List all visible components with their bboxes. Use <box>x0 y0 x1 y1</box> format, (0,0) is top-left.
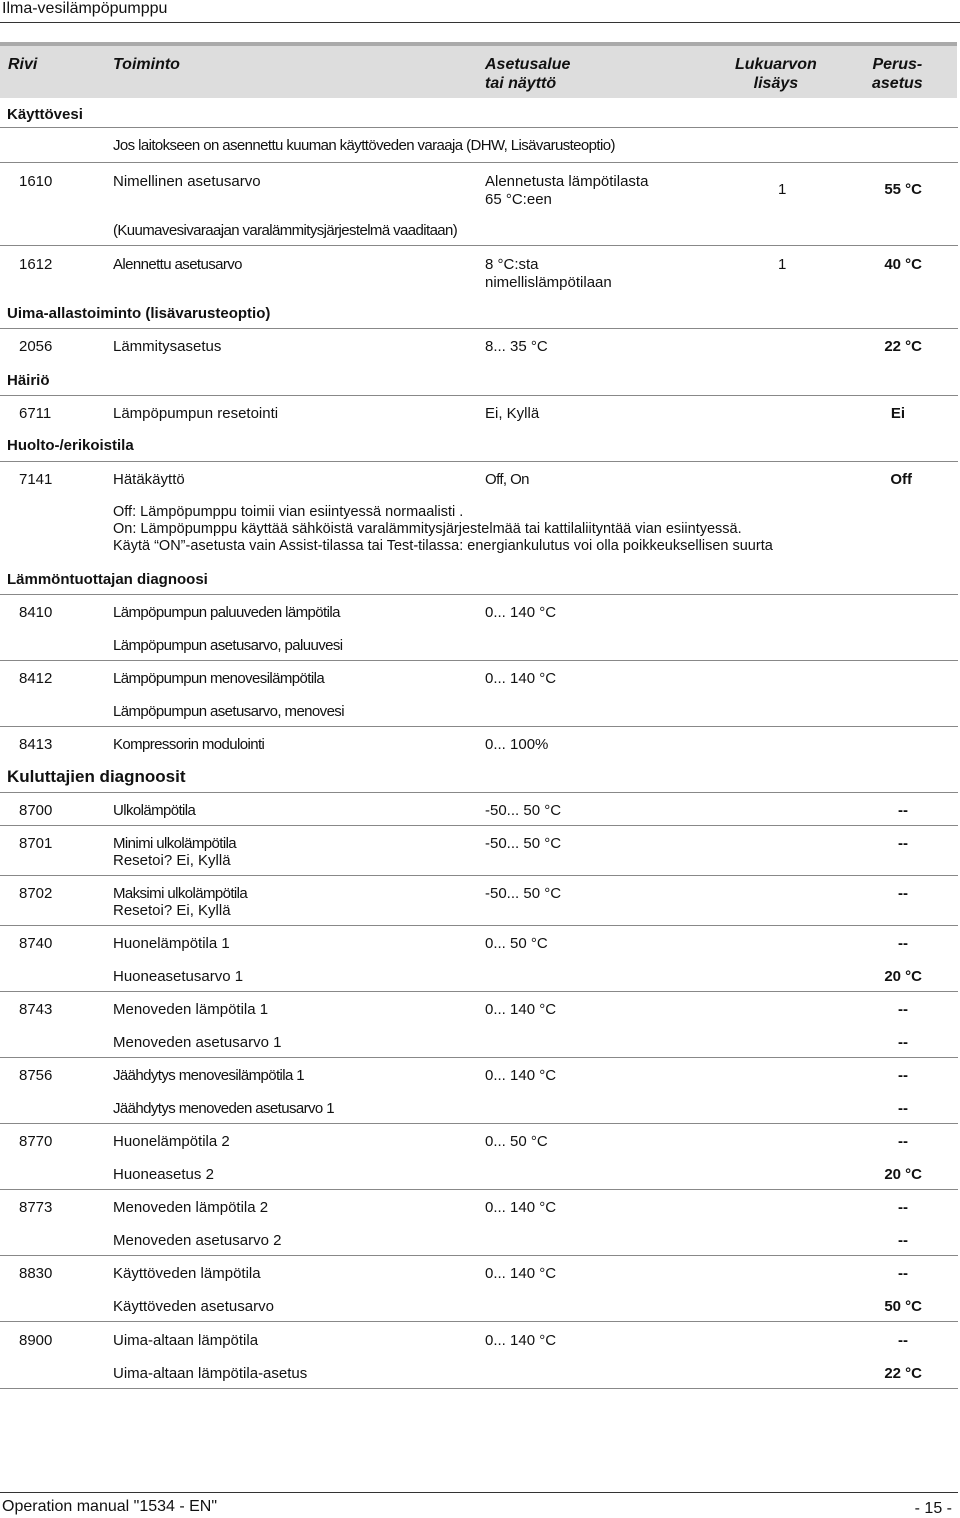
row-function: Ulkolämpötila <box>113 802 196 819</box>
row-function: Jäähdytys menovesilämpötila 1 <box>113 1067 305 1084</box>
row-subdefault: 50 °C <box>884 1298 922 1315</box>
row-default: -- <box>898 835 908 852</box>
footer-divider <box>0 1492 958 1493</box>
row-range: -50... 50 °C <box>485 835 562 852</box>
divider <box>0 1388 958 1389</box>
row-range: 0... 50 °C <box>485 935 548 952</box>
row-function: Käyttöveden lämpötila <box>113 1265 261 1282</box>
row-function: Kompressorin modulointi <box>113 736 265 753</box>
row-subdefault: 20 °C <box>884 968 922 985</box>
row-range: 0... 140 °C <box>485 670 557 687</box>
row-subfunction: Menoveden asetusarvo 1 <box>113 1034 282 1051</box>
row-number: 8756 <box>19 1067 53 1084</box>
row-subfunction: Menoveden asetusarvo 2 <box>113 1232 282 1249</box>
section-kayttovesi: Käyttövesi <box>7 106 83 123</box>
row-default: Ei <box>890 405 905 422</box>
row-range: 0... 140 °C <box>485 604 557 621</box>
row-range: Off, On <box>485 471 529 488</box>
divider <box>0 660 958 661</box>
row-subdefault: -- <box>898 1034 908 1051</box>
row-number: 8701 <box>19 835 53 852</box>
row-subfunction: Huoneasetusarvo 1 <box>113 968 244 985</box>
row-default: -- <box>898 935 908 952</box>
row-function: Menoveden lämpötila 1 <box>113 1001 269 1018</box>
row-range: Alennetusta lämpötilasta 65 °C:een <box>485 173 649 208</box>
divider <box>0 245 958 246</box>
row-number: 8773 <box>19 1199 53 1216</box>
row-function: Uima-altaan lämpötila <box>113 1332 259 1349</box>
row-function: Maksimi ulkolämpötila <box>113 885 248 902</box>
divider <box>0 991 958 992</box>
row-default: -- <box>898 1067 908 1084</box>
row-default: 55 °C <box>884 181 922 198</box>
row-function: Lämmitysasetus <box>113 338 222 355</box>
row-range: 0... 140 °C <box>485 1067 557 1084</box>
row-increment: 1 <box>778 256 787 273</box>
row-number: 8743 <box>19 1001 53 1018</box>
row-function-reset: Resetoi? Ei, Kyllä <box>113 902 231 919</box>
divider <box>0 1189 958 1190</box>
row-default: -- <box>898 1001 908 1018</box>
divider <box>0 875 958 876</box>
row-number: 8770 <box>19 1133 53 1150</box>
row-function: Menoveden lämpötila 2 <box>113 1199 269 1216</box>
section-uima-allas: Uima-allastoiminto (lisävarusteoptio) <box>7 305 271 322</box>
row-subdefault: 22 °C <box>884 1365 922 1382</box>
row-range: -50... 50 °C <box>485 802 562 819</box>
page-number: - 15 - <box>914 1500 952 1517</box>
divider <box>0 395 958 396</box>
header-perusasetus: Perus- asetus <box>872 56 923 92</box>
row-default: 40 °C <box>884 256 922 273</box>
section-hairio: Häiriö <box>7 372 50 389</box>
row-subfunction: Lämpöpumpun asetusarvo, paluuvesi <box>113 637 343 654</box>
header-rivi: Rivi <box>8 56 38 73</box>
divider <box>0 1123 958 1124</box>
row-function: Huonelämpötila 2 <box>113 1133 230 1150</box>
row-function: Lämpöpumpun paluuveden lämpötila <box>113 604 340 621</box>
row-range: -50... 50 °C <box>485 885 562 902</box>
row-default: -- <box>898 1332 908 1349</box>
divider <box>0 792 958 793</box>
divider <box>0 594 958 595</box>
row-number: 8700 <box>19 802 53 819</box>
row-subfunction: Huoneasetus 2 <box>113 1166 214 1183</box>
row-range: 0... 140 °C <box>485 1332 557 1349</box>
row-note: Off: Lämpöpumppu toimii vian esiintyessä normaalisti . On: Lämpöpumppu käyttää sähköistä varalämmitysjärjestelmää tai kattilaliityntää vian esiintyessä. Käytä “ON”-asetusta vain Assist-tilassa tai Test-tilassa: energiankulutus voi olla poikkeuksellisen suurta <box>113 504 773 554</box>
row-number: 1610 <box>19 173 53 190</box>
row-function: Lämpöpumpun resetointi <box>113 405 279 422</box>
section-huolto: Huolto-/erikoistila <box>7 437 134 454</box>
dhw-note: Jos laitokseen on asennettu kuuman käyttöveden varaaja (DHW, Lisävarusteoptio) <box>113 137 615 154</box>
row-function: Huonelämpötila 1 <box>113 935 230 952</box>
row-default: -- <box>898 885 908 902</box>
row-range: 0... 140 °C <box>485 1265 557 1282</box>
row-increment: 1 <box>778 181 787 198</box>
row-subdefault: 20 °C <box>884 1166 922 1183</box>
divider <box>0 162 958 163</box>
page-title: Ilma-vesilämpöpumppu <box>2 0 168 17</box>
row-function: Lämpöpumpun menovesilämpötila <box>113 670 325 687</box>
row-subfunction: Jäähdytys menoveden asetusarvo 1 <box>113 1100 334 1117</box>
row-default: Off <box>890 471 912 488</box>
row-subfunction: Uima-altaan lämpötila-asetus <box>113 1365 308 1382</box>
row-number: 7141 <box>19 471 53 488</box>
row-subdefault: -- <box>898 1100 908 1117</box>
section-kuluttajien: Kuluttajien diagnoosit <box>7 767 186 786</box>
row-subfunction: Lämpöpumpun asetusarvo, menovesi <box>113 703 344 720</box>
divider <box>0 1321 958 1322</box>
row-function: Alennettu asetusarvo <box>113 256 242 273</box>
divider <box>0 1255 958 1256</box>
header-toiminto: Toiminto <box>113 56 180 73</box>
row-subfunction: Käyttöveden asetusarvo <box>113 1298 274 1315</box>
row-function: Minimi ulkolämpötila <box>113 835 237 852</box>
row-number: 8702 <box>19 885 53 902</box>
header-lukuarvon: Lukuarvon lisäys <box>735 56 817 92</box>
row-function: Nimellinen asetusarvo <box>113 173 261 190</box>
divider <box>0 825 958 826</box>
row-range: 0... 140 °C <box>485 1001 557 1018</box>
row-range: 0... 140 °C <box>485 1199 557 1216</box>
row-default: -- <box>898 1199 908 1216</box>
row-range: Ei, Kyllä <box>485 405 540 422</box>
row-function: Hätäkäyttö <box>113 471 185 488</box>
divider <box>0 1057 958 1058</box>
divider <box>0 328 958 329</box>
row-default: -- <box>898 802 908 819</box>
row-default: -- <box>898 1265 908 1282</box>
row-range: 0... 100% <box>485 736 549 753</box>
row-default: 22 °C <box>884 338 922 355</box>
divider <box>0 925 958 926</box>
row-range: 8 °C:sta nimellislämpötilaan <box>485 256 612 291</box>
section-lammontuottajan: Lämmöntuottajan diagnoosi <box>7 571 208 588</box>
row-number: 2056 <box>19 338 53 355</box>
row-subdefault: -- <box>898 1232 908 1249</box>
row-note: (Kuumavesivaraajan varalämmitysjärjestelmä vaaditaan) <box>113 222 458 239</box>
row-number: 8413 <box>19 736 53 753</box>
divider <box>0 726 958 727</box>
table-header <box>0 42 957 98</box>
footer-manual: Operation manual "1534 - EN" <box>2 1498 218 1515</box>
row-number: 6711 <box>19 405 52 422</box>
row-number: 8410 <box>19 604 53 621</box>
divider <box>0 127 958 128</box>
row-function-reset: Resetoi? Ei, Kyllä <box>113 852 231 869</box>
row-range: 0... 50 °C <box>485 1133 548 1150</box>
row-default: -- <box>898 1133 908 1150</box>
row-number: 8412 <box>19 670 53 687</box>
row-number: 8740 <box>19 935 53 952</box>
row-number: 8830 <box>19 1265 53 1282</box>
row-number: 1612 <box>19 256 53 273</box>
header-asetusalue: Asetusalue tai näyttö <box>485 56 571 92</box>
row-number: 8900 <box>19 1332 53 1349</box>
divider <box>0 461 958 462</box>
row-range: 8... 35 °C <box>485 338 548 355</box>
top-divider <box>0 22 960 23</box>
